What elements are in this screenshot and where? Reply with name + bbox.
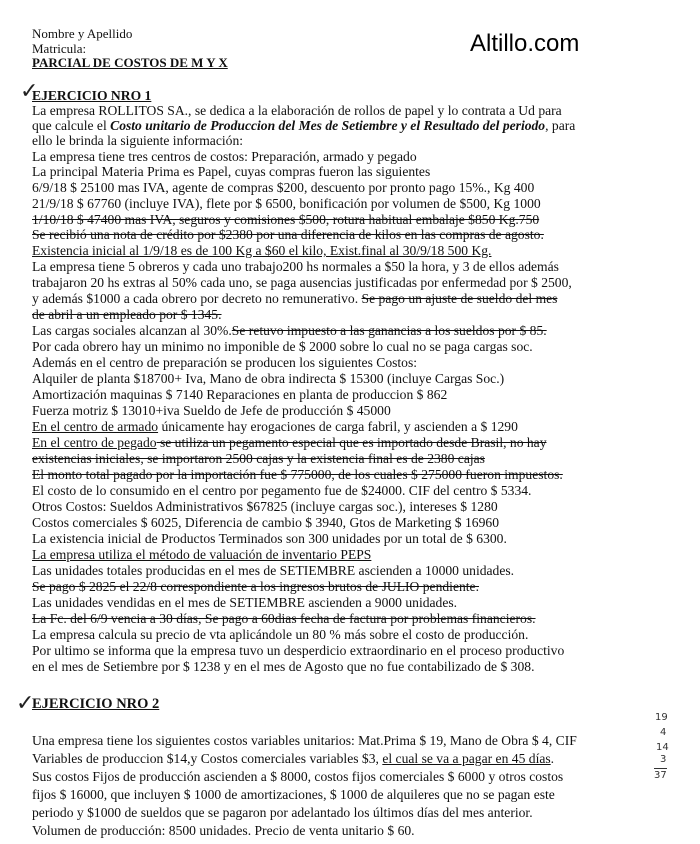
- ej1-line: 21/9/18 $ 67760 (incluye IVA), flete por $ 6500, bonificación por volumen de $500, Kg 1000: [32, 196, 541, 211]
- ej1-line: Por cada obrero hay un minimo no imponible de $ 2000 sobre lo cual no se paga cargas soc.: [32, 339, 533, 354]
- altillo-logo: Altillo.com: [470, 30, 580, 57]
- ej1-line: de abril a un empleado por $ 1345.: [32, 307, 222, 322]
- ej1-title: EJERCICIO NRO 1: [32, 88, 152, 103]
- margin-note: 37: [654, 770, 667, 781]
- ej2-line: periodo y $1000 de sueldos que se pagaron por adelantado los últimos días del mes anterior.: [32, 805, 533, 820]
- ej2-line: Una empresa tiene los siguientes costos variables unitarios: Mat.Prima $ 19, Mano de Obra $ 4, CIF: [32, 733, 577, 748]
- ej1-line: Amortización maquinas $ 7140 Reparaciones en planta de produccion $ 862: [32, 387, 448, 402]
- ej1-line: trabajaron 20 hs extras al 50% cada uno, se paga ausencias justificadas por enfermedad por $ 2500,: [32, 275, 572, 290]
- ej1-line: El monto total pagado por la importación fue $ 775000, de los cuales $ 275000 fueron impuestos.: [32, 467, 563, 482]
- ej1-line: La empresa ROLLITOS SA., se dedica a la elaboración de rollos de papel y lo contrata a Ud para: [32, 103, 562, 118]
- ej1-line: existencias iniciales, se importaron 2500 cajas y la existencia final es de 2380 cajas: [32, 451, 485, 466]
- ej1-line: Fuerza motriz $ 13010+iva Sueldo de Jefe de producción $ 45000: [32, 403, 391, 418]
- margin-note: 19: [655, 712, 668, 723]
- ej1-line: 6/9/18 $ 25100 mas IVA, agente de compras $200, descuento por pronto pago 15%., Kg 400: [32, 180, 535, 195]
- ej1-line: Por ultimo se informa que la empresa tuvo un desperdicio extraordinario en el proceso productivo: [32, 643, 565, 658]
- ej2-line: Sus costos Fijos de producción ascienden a $ 8000, costos fijos comerciales $ 6000 y otros costos: [32, 769, 564, 784]
- ej1-line: Las unidades totales producidas en el mes de SETIEMBRE ascienden a 10000 unidades.: [32, 563, 515, 578]
- ej1-line: que calcule el Costo unitario de Produccion del Mes de Setiembre y el Resultado del periodo, para: [32, 118, 576, 133]
- ej2-title: EJERCICIO NRO 2: [32, 696, 160, 712]
- ej1-line: ello le brinda la siguiente información:: [32, 133, 244, 148]
- ej1-line: Se pago $ 2825 el 22/8 correspondiente a los ingresos brutos de JULIO pendiente.: [32, 579, 479, 594]
- ej1-line: Costos comerciales $ 6025, Diferencia de cambio $ 3940, Gtos de Marketing $ 16960: [32, 515, 499, 530]
- ej1-line: La Fc. del 6/9 vencia a 30 días, Se pago a 60dias fecha de factura por problemas financieros.: [32, 611, 536, 626]
- ej1-line: La empresa tiene 5 obreros y cada uno trabajo200 hs normales a $50 la hora, y 3 de ellos además: [32, 259, 559, 274]
- ej1-line: Alquiler de planta $18700+ Iva, Mano de obra indirecta $ 15300 (incluye Cargas Soc.): [32, 371, 505, 386]
- ej1-line: El costo de lo consumido en el centro por pegamento fue de $24000. CIF del centro $ 5334.: [32, 483, 532, 498]
- checkmark-icon: ✓: [16, 690, 35, 715]
- ej1-line: La principal Materia Prima es Papel, cuyas compras fueron las siguientes: [32, 164, 431, 179]
- ej1-line: La empresa utiliza el método de valuación de inventario PEPS: [32, 547, 372, 562]
- ej2-line: Variables de produccion $14,y Costos comerciales variables $3, el cual se va a pagar en 45 días.: [32, 751, 555, 766]
- nombre-label: Nombre y Apellido: [32, 26, 133, 41]
- ej1-line: En el centro de armado únicamente hay erogaciones de carga fabril, y ascienden a $ 1290: [32, 419, 518, 434]
- ej1-line: Además en el centro de preparación se producen los siguientes Costos:: [32, 355, 418, 370]
- ej1-line: Se recibió una nota de crédito por $2380 por una diferencia de kilos en las compras de agosto.: [32, 227, 544, 242]
- ej2-line: fijos $ 16000, que incluyen $ 1000 de amortizaciones, $ 1000 de alquileres que no se pagan este: [32, 787, 555, 802]
- margin-note: 4: [660, 727, 667, 738]
- ej1-line: La empresa tiene tres centros de costos: Preparación, armado y pegado: [32, 149, 417, 164]
- ej1-line: Otros Costos: Sueldos Administrativos $67825 (incluye cargas soc.), intereses $ 1280: [32, 499, 498, 514]
- ej1-line: en el mes de Setiembre por $ 1238 y en el mes de Agosto que no fue contabilizado de $ 308.: [32, 659, 535, 674]
- exam-title: PARCIAL DE COSTOS DE M Y X: [32, 55, 228, 70]
- ej2-line: Volumen de producción: 8500 unidades. Precio de venta unitario $ 60.: [32, 823, 415, 838]
- ej1-line: Las unidades vendidas en el mes de SETIEMBRE ascienden a 9000 unidades.: [32, 595, 458, 610]
- checkmark-icon: ✓: [20, 78, 39, 103]
- ej1-line: La existencia inicial de Productos Terminados son 300 unidades por un total de $ 6300.: [32, 531, 507, 546]
- ej1-line: 1/10/18 $ 47400 mas IVA, seguros y comisiones $500, rotura habitual embalaje $850 Kg.750: [32, 212, 540, 227]
- ej1-line: y además $1000 a cada obrero por decreto no remunerativo. Se pago un ajuste de sueldo del mes: [32, 291, 558, 306]
- ej1-line: Las cargas sociales alcanzan al 30%.Se retuvo impuesto a las ganancias a los sueldos por $ 85.: [32, 323, 547, 338]
- margin-note: 14: [656, 742, 669, 753]
- ej1-line: La empresa calcula su precio de vta aplicándole un 80 % más sobre el costo de producción.: [32, 627, 529, 642]
- matricula-label: Matricula:: [32, 41, 87, 56]
- ej1-line: Existencia inicial al 1/9/18 es de 100 Kg a $60 el kilo, Exist.final al 30/9/18 500 Kg.: [32, 243, 492, 258]
- margin-note: 3: [660, 754, 667, 765]
- ej1-line: En el centro de pegado se utiliza un pegamento especial que es importado desde Brasil, no hay: [32, 435, 547, 450]
